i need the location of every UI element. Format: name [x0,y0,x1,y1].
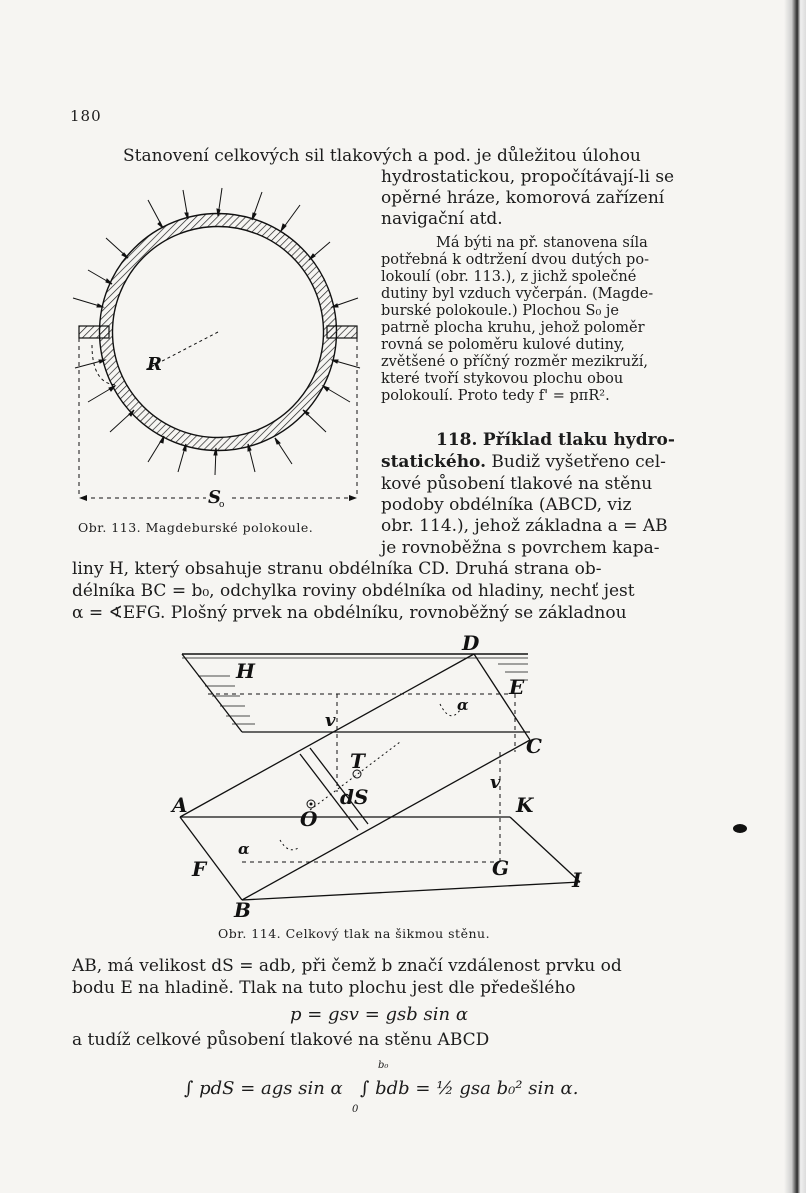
example-line-8: zvětšené o příčný rozměr mezikruží, [381,354,648,370]
example-line-2: potřebná k odtržení dvou dutých po- [381,252,649,268]
example-line-7: rovná se poloměru kulové dutiny, [381,337,625,353]
pressure-arrows [73,188,360,475]
label-v1: v [325,710,336,731]
label-D: D [462,632,480,655]
figure-113-caption: Obr. 113. Magdeburské polokoule. [78,520,314,535]
section-line-3: kové působení tlakové na stěnu [381,474,653,494]
flange-left [79,326,109,338]
ink-blot [733,824,747,833]
example-line-10: polokoulí. Proto tedy f' = pπR². [381,388,610,404]
section-line-2-text: Budiž vyšetřeno cel- [491,452,666,472]
intro-line-3: opěrné hráze, komorová zařízení [381,188,665,208]
example-line-6: patrně plocha kruhu, jehož poloměr [381,320,645,336]
section-full-line-3: α = ∢EFG. Plošný prvek na obdélníku, rovnoběžný se základnou [72,603,627,623]
page-edge [784,0,806,1193]
intro-line-1: Stanovení celkových sil tlakových a pod. je důležitou úlohou [123,146,641,166]
section-line-2 [381,452,666,473]
label-S-subscript: o [219,500,225,510]
intro-line-2: hydrostatickou, propočítávají-li se [381,167,675,187]
section-heading [436,430,675,451]
section-full-line-2: délníka BC = b₀, odchylka roviny obdélníka od hladiny, nechť jest [72,581,635,601]
label-B: B [234,898,251,922]
label-R: R [147,354,162,375]
section-title-part2: statického. [381,452,487,472]
flange-right [327,326,357,338]
intro-line-4: navigační atd. [381,209,503,229]
formula-total-left: ∫ pdS = ags sin α [184,1078,343,1099]
label-alpha2: α [238,840,250,858]
figure-113-diagram [70,180,370,520]
closing-line-1: AB, má velikost dS = adb, při čemž b značí vzdálenost prvku od [72,956,622,976]
label-S: S [208,487,221,508]
example-line-5: burské polokoule.) Plochou S₀ je [381,303,619,319]
section-title-part1: Příklad tlaku hydro- [482,430,675,450]
label-K: K [516,793,534,817]
label-A: A [172,793,188,817]
section-line-6: je rovnoběžna s povrchem kapa- [381,538,660,558]
label-alpha1: α [457,696,469,714]
figure-114-caption: Obr. 114. Celkový tlak na šikmou stěnu. [218,926,491,941]
label-F: F [192,857,207,881]
formula-upper-limit: b₀ [378,1060,389,1071]
section-full-line-1: liny H, který obsahuje stranu obdélníka CD. Druhá strana ob- [72,559,602,579]
figure-114-diagram [160,632,600,922]
closing-line-3: a tudíž celkové působení tlakové na stěnu ABCD [72,1030,490,1050]
section-number: 118. [436,430,478,450]
label-O: O [300,807,318,831]
dimension-lines [79,332,357,498]
label-T: T [350,749,365,773]
label-C: C [526,734,542,758]
formula-total-right: ∫ bdb = ½ gsa b₀² sin α. [360,1078,579,1099]
example-line-9: které tvoří stykovou plochu obou [381,371,624,387]
label-dS: dS [340,785,369,809]
formula-pressure: p = gsv = gsb sin α [290,1004,468,1025]
closing-line-2: bodu E na hladině. Tlak na tuto plochu jest dle předešlého [72,978,576,998]
section-line-4: podoby obdélníka (ABCD, viz [381,495,632,515]
label-I: I [572,868,582,892]
section-line-5: obr. 114.), jehož základna a = AB [381,516,668,536]
example-line-3: lokoulí (obr. 113.), z jichž společné [381,269,637,285]
label-E: E [509,675,525,699]
example-line-4: dutiny byl vzduch vyčerpán. (Magde- [381,286,654,302]
page-number: 180 [70,107,102,125]
formula-lower-limit: 0 [352,1104,359,1115]
label-v2: v [490,772,501,793]
label-H: H [236,659,255,683]
example-line-1: Má býti na př. stanovena síla [436,235,648,251]
label-G: G [492,856,510,880]
